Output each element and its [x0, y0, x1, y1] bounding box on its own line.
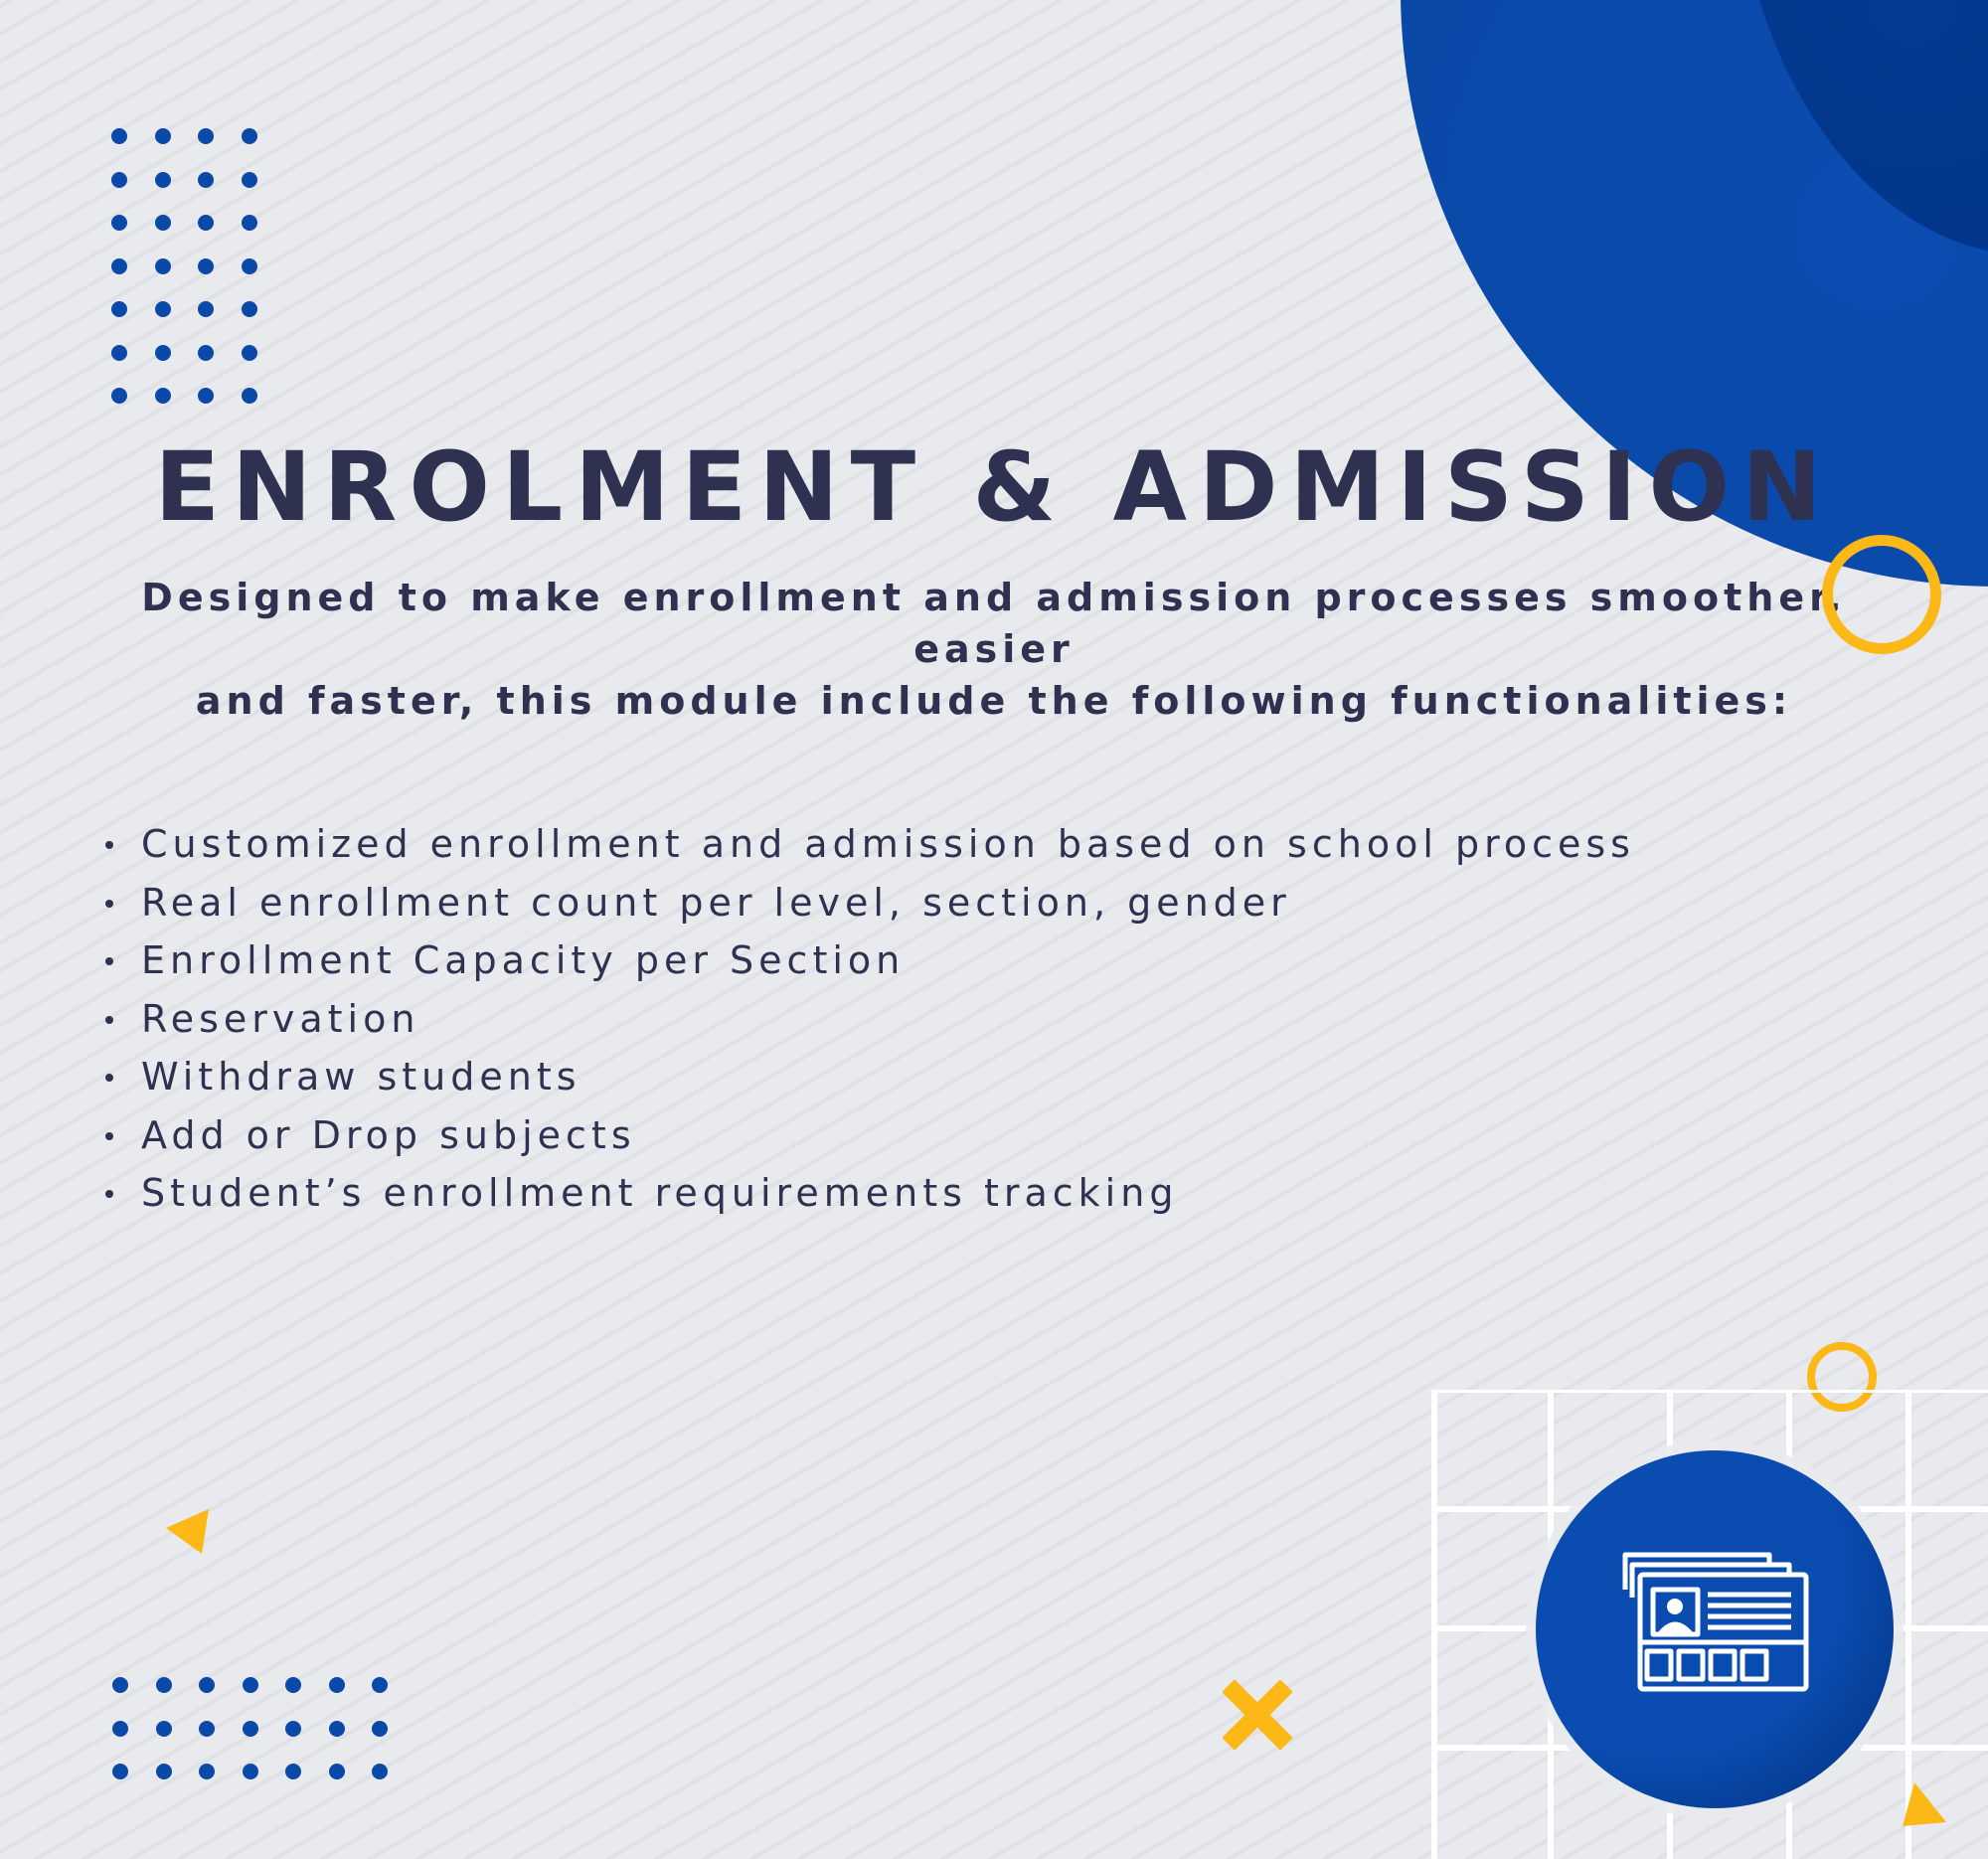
- dot-icon: [198, 128, 214, 144]
- dot-icon: [242, 215, 257, 231]
- dot-icon: [285, 1764, 301, 1779]
- feature-item: [99, 1164, 1635, 1223]
- feature-text: Real enrollment count per level, section, gender: [141, 880, 1291, 925]
- dot-icon: [242, 345, 257, 361]
- dot-icon: [242, 388, 257, 404]
- subtitle-line-1: Designed to make enrollment and admission processes smoother, easier: [141, 576, 1847, 671]
- dot-icon: [329, 1764, 345, 1779]
- dot-icon: [111, 388, 127, 404]
- page-title: ENROLMENT & ADMISSION: [154, 431, 1834, 543]
- dot-icon: [198, 215, 214, 231]
- dot-icon: [198, 345, 214, 361]
- dot-icon: [243, 1721, 258, 1737]
- dot-icon: [329, 1677, 345, 1693]
- feature-item: [99, 990, 1635, 1049]
- feature-text: Student’s enrollment requirements tracking: [141, 1171, 1179, 1215]
- dot-icon: [155, 258, 171, 274]
- bullet-icon: [105, 900, 113, 908]
- yellow-ring-icon: [1822, 535, 1941, 654]
- id-card-icon: [1620, 1550, 1809, 1694]
- feature-text: Reservation: [141, 996, 420, 1041]
- dot-icon: [198, 301, 214, 317]
- dot-icon: [156, 1764, 172, 1779]
- subtitle-line-2: and faster, this module include the following functionalities:: [195, 679, 1793, 723]
- feature-item: [99, 1106, 1635, 1165]
- dot-icon: [112, 1764, 128, 1779]
- dot-icon: [242, 301, 257, 317]
- page-subtitle: [109, 572, 1879, 727]
- dot-icon: [242, 258, 257, 274]
- feature-text: Enrollment Capacity per Section: [141, 938, 906, 982]
- dot-icon: [242, 172, 257, 188]
- bullet-icon: [105, 1190, 113, 1198]
- yellow-cross-icon: [1223, 1680, 1292, 1750]
- dot-icon: [155, 128, 171, 144]
- dot-icon: [155, 388, 171, 404]
- dot-icon: [198, 172, 214, 188]
- dot-icon: [111, 301, 127, 317]
- dot-icon: [198, 388, 214, 404]
- feature-text: Customized enrollment and admission based on school process: [141, 822, 1635, 866]
- module-icon-circle: [1536, 1450, 1894, 1808]
- feature-list: [99, 815, 1635, 1223]
- dot-icon: [111, 215, 127, 231]
- feature-text: Add or Drop subjects: [141, 1112, 636, 1157]
- bullet-icon: [105, 841, 113, 849]
- dot-icon: [199, 1721, 215, 1737]
- dot-icon: [111, 172, 127, 188]
- dot-icon: [112, 1677, 128, 1693]
- dot-icon: [198, 258, 214, 274]
- dot-icon: [155, 301, 171, 317]
- yellow-triangle-icon: [164, 1506, 214, 1556]
- feature-text: Withdraw students: [141, 1055, 581, 1098]
- feature-item: [99, 815, 1635, 874]
- dot-icon: [111, 128, 127, 144]
- dot-icon: [329, 1721, 345, 1737]
- feature-item: [99, 931, 1635, 990]
- dot-icon: [155, 345, 171, 361]
- dot-icon: [155, 215, 171, 231]
- dot-icon: [372, 1764, 388, 1779]
- dot-icon: [111, 345, 127, 361]
- bullet-icon: [105, 1132, 113, 1140]
- dot-icon: [285, 1677, 301, 1693]
- feature-item: [99, 1048, 1635, 1106]
- dot-icon: [156, 1721, 172, 1737]
- dot-icon: [285, 1721, 301, 1737]
- dot-icon: [243, 1764, 258, 1779]
- dot-icon: [156, 1677, 172, 1693]
- dot-icon: [372, 1721, 388, 1737]
- decorative-blue-circle-inner: [1734, 0, 1988, 255]
- dot-icon: [199, 1677, 215, 1693]
- bullet-icon: [105, 1016, 113, 1024]
- dot-icon: [199, 1764, 215, 1779]
- bullet-icon: [105, 1074, 113, 1082]
- yellow-triangle-icon: [1901, 1779, 1950, 1829]
- dot-icon: [242, 128, 257, 144]
- dot-icon: [111, 258, 127, 274]
- dot-icon: [243, 1677, 258, 1693]
- dot-icon: [372, 1677, 388, 1693]
- dot-icon: [155, 172, 171, 188]
- feature-item: [99, 874, 1635, 932]
- dot-icon: [112, 1721, 128, 1737]
- bullet-icon: [105, 957, 113, 965]
